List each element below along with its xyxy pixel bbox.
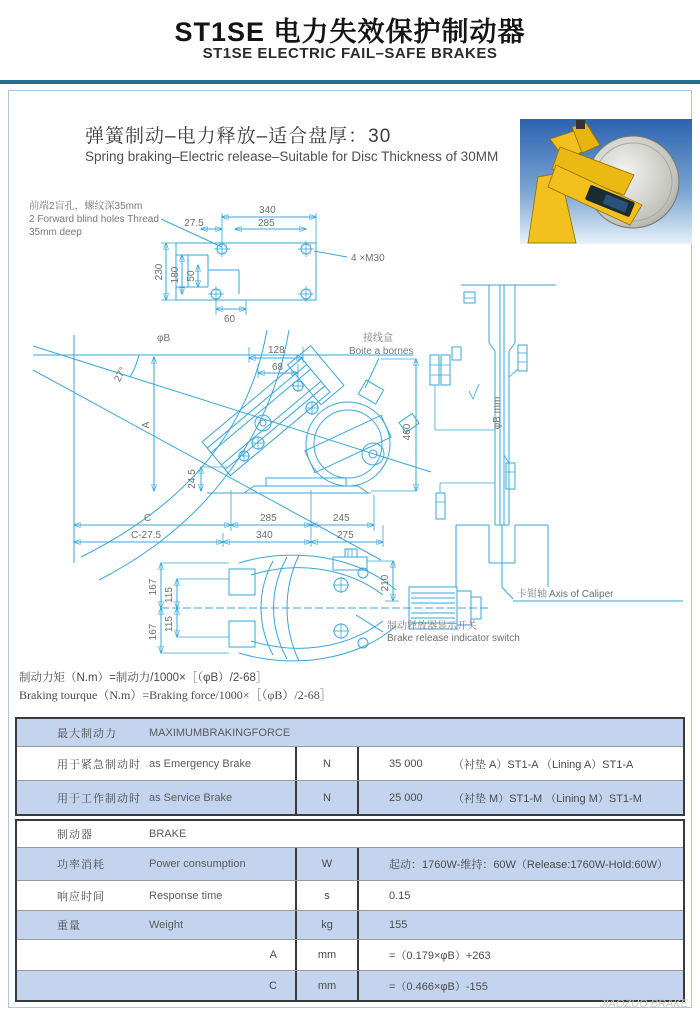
table-row — [17, 821, 683, 847]
dim-label: 68 — [272, 362, 284, 373]
blind-holes-note-en1: 2 Forward blind holes Thread — [29, 214, 159, 225]
bolt-spec-label: 4 ×M30 — [351, 253, 385, 264]
ground-hatch — [515, 525, 548, 587]
row-label-cn: 重量 — [57, 920, 81, 932]
dim-label: 285 — [260, 513, 277, 524]
dim-label: 27.5 — [184, 218, 204, 229]
row-label-cn: 最大制动力 — [57, 727, 117, 740]
dim-label: 460 — [402, 423, 413, 441]
braking-torque-formula-cn: 制动力矩（N.m）=制动力/1000×［（φB）/2-68］ — [19, 672, 268, 684]
unit-cell: mm — [295, 940, 359, 970]
row-label-en: BRAKE — [149, 828, 187, 840]
dim-label: 115 — [164, 616, 175, 632]
row-label-en: MAXIMUMBRAKINGFORCE — [149, 726, 291, 739]
table-row — [17, 780, 683, 814]
blind-holes-note-cn: 前端2盲孔，螺纹深35mm — [29, 201, 143, 212]
dim-label: 50 — [186, 270, 197, 282]
value-text: 0.15 — [389, 889, 411, 902]
junction-box-label-fr: Boite a bornes — [349, 346, 414, 357]
table-row — [17, 847, 683, 880]
unit-cell: N — [295, 781, 359, 814]
value-number: 25 000 — [389, 791, 423, 804]
value-text: 起动：1760W-维持：60W（Release:1760W-Hold:60W） — [389, 859, 668, 871]
row-label-cn: 制动器 — [57, 829, 93, 841]
dim-label: A — [141, 421, 152, 429]
table-row — [17, 970, 683, 1000]
bottom-view-drawing — [148, 549, 520, 661]
angle-label: 27° — [112, 365, 130, 385]
spec-table-brake — [15, 819, 685, 1002]
switch-label-cn: 制动释放器显示开关 — [387, 621, 477, 632]
spec-table-force — [15, 717, 685, 816]
axis-label-en: Axis of Caliper — [549, 589, 614, 600]
row-label-cn: 用于工作制动时 — [57, 792, 141, 805]
unit-cell: W — [295, 848, 359, 880]
table-row — [17, 880, 683, 910]
dim-label: 24.5 — [187, 469, 198, 489]
unit-cell: s — [295, 881, 359, 910]
table-row — [17, 746, 683, 780]
row-label-cn: 功率消耗 — [57, 859, 105, 871]
row-label-en: as Service Brake — [149, 791, 233, 804]
table-row — [17, 719, 683, 746]
dim-label: 230 — [154, 263, 165, 281]
table-row — [17, 939, 683, 970]
value-note: （衬垫 M）ST1-M （Lining M）ST1-M — [453, 792, 642, 805]
axis-label-cn: 卡钳轴 — [517, 589, 547, 600]
row-label-en: Weight — [149, 919, 184, 931]
disc-diameter-label: φB — [157, 333, 171, 344]
page-subtitle: ST1SE ELECTRIC FAIL–SAFE BRAKES — [202, 45, 498, 62]
unit-cell: N — [295, 747, 359, 780]
row-label-letter: C — [269, 979, 277, 992]
intro-heading-en: Spring braking–Electric release–Suitable for Disc Thickness of 30MM — [85, 149, 499, 164]
dim-label: 210 — [380, 574, 391, 592]
mount-holes — [208, 241, 314, 302]
value-text: =（0.466×φB）-155 — [389, 980, 488, 993]
watermark: JIAOZUO BRAKE — [600, 998, 689, 1010]
switch-label-en: Brake release indicator switch — [387, 633, 520, 644]
dim-label: 180 — [170, 266, 181, 284]
dim-label: 340 — [256, 530, 273, 541]
junction-box-label-cn: 接线盒 — [363, 333, 393, 344]
unit-cell: mm — [295, 971, 359, 1000]
braking-torque-formula-en: Braking tourque（N.m）=Braking force/1000×［（φB）/2-68］ — [19, 688, 332, 702]
value-text: =（0.179×φB）+263 — [389, 950, 491, 962]
page-title: ST1SE 电力失效保护制动器 — [174, 17, 526, 47]
ground-hatch — [456, 525, 489, 587]
blind-holes-note-en2: 35mm deep — [29, 227, 82, 238]
row-label-en: as Emergency Brake — [149, 757, 252, 770]
value-text: 155 — [389, 919, 408, 931]
row-label-cn: 用于紧急制动时 — [57, 758, 141, 771]
dim-label: 60 — [224, 314, 236, 325]
content-box — [8, 90, 692, 1008]
row-label-cn: 响应时间 — [57, 890, 105, 903]
intro-heading-cn: 弹簧制动–电力释放–适合盘厚：30 — [85, 126, 392, 147]
technical-drawing — [11, 195, 691, 665]
axis-view-drawing — [430, 285, 683, 601]
dim-label: 275 — [337, 530, 354, 541]
value-note: （衬垫 A）ST1-A （Lining A）ST1-A — [453, 758, 634, 771]
dim-label: C-27.5 — [131, 530, 162, 541]
unit-cell: kg — [295, 911, 359, 939]
value-number: 35 000 — [389, 757, 423, 770]
header-divider — [0, 80, 700, 84]
row-label-en: Response time — [149, 889, 223, 902]
tolerance-frames — [430, 345, 527, 519]
row-label-letter: A — [269, 949, 277, 961]
dim-label: 128 — [268, 345, 285, 356]
dim-label: 167 — [148, 623, 159, 641]
row-label-en: Power consumption — [149, 858, 246, 870]
dim-label: 245 — [333, 513, 350, 524]
caliper-bolt — [576, 120, 585, 129]
shaft-diameter-label: φB mm — [492, 396, 503, 430]
top-view-drawing — [29, 199, 385, 325]
table-row — [17, 910, 683, 939]
dim-label: C — [144, 513, 152, 524]
ground-hatch — [207, 493, 371, 506]
dim-label: 167 — [148, 578, 159, 596]
side-view-drawing — [33, 330, 431, 580]
dim-label: 285 — [258, 218, 275, 229]
dim-label: 340 — [259, 205, 276, 216]
dim-label: 115 — [164, 587, 175, 603]
junction-box — [358, 380, 383, 404]
